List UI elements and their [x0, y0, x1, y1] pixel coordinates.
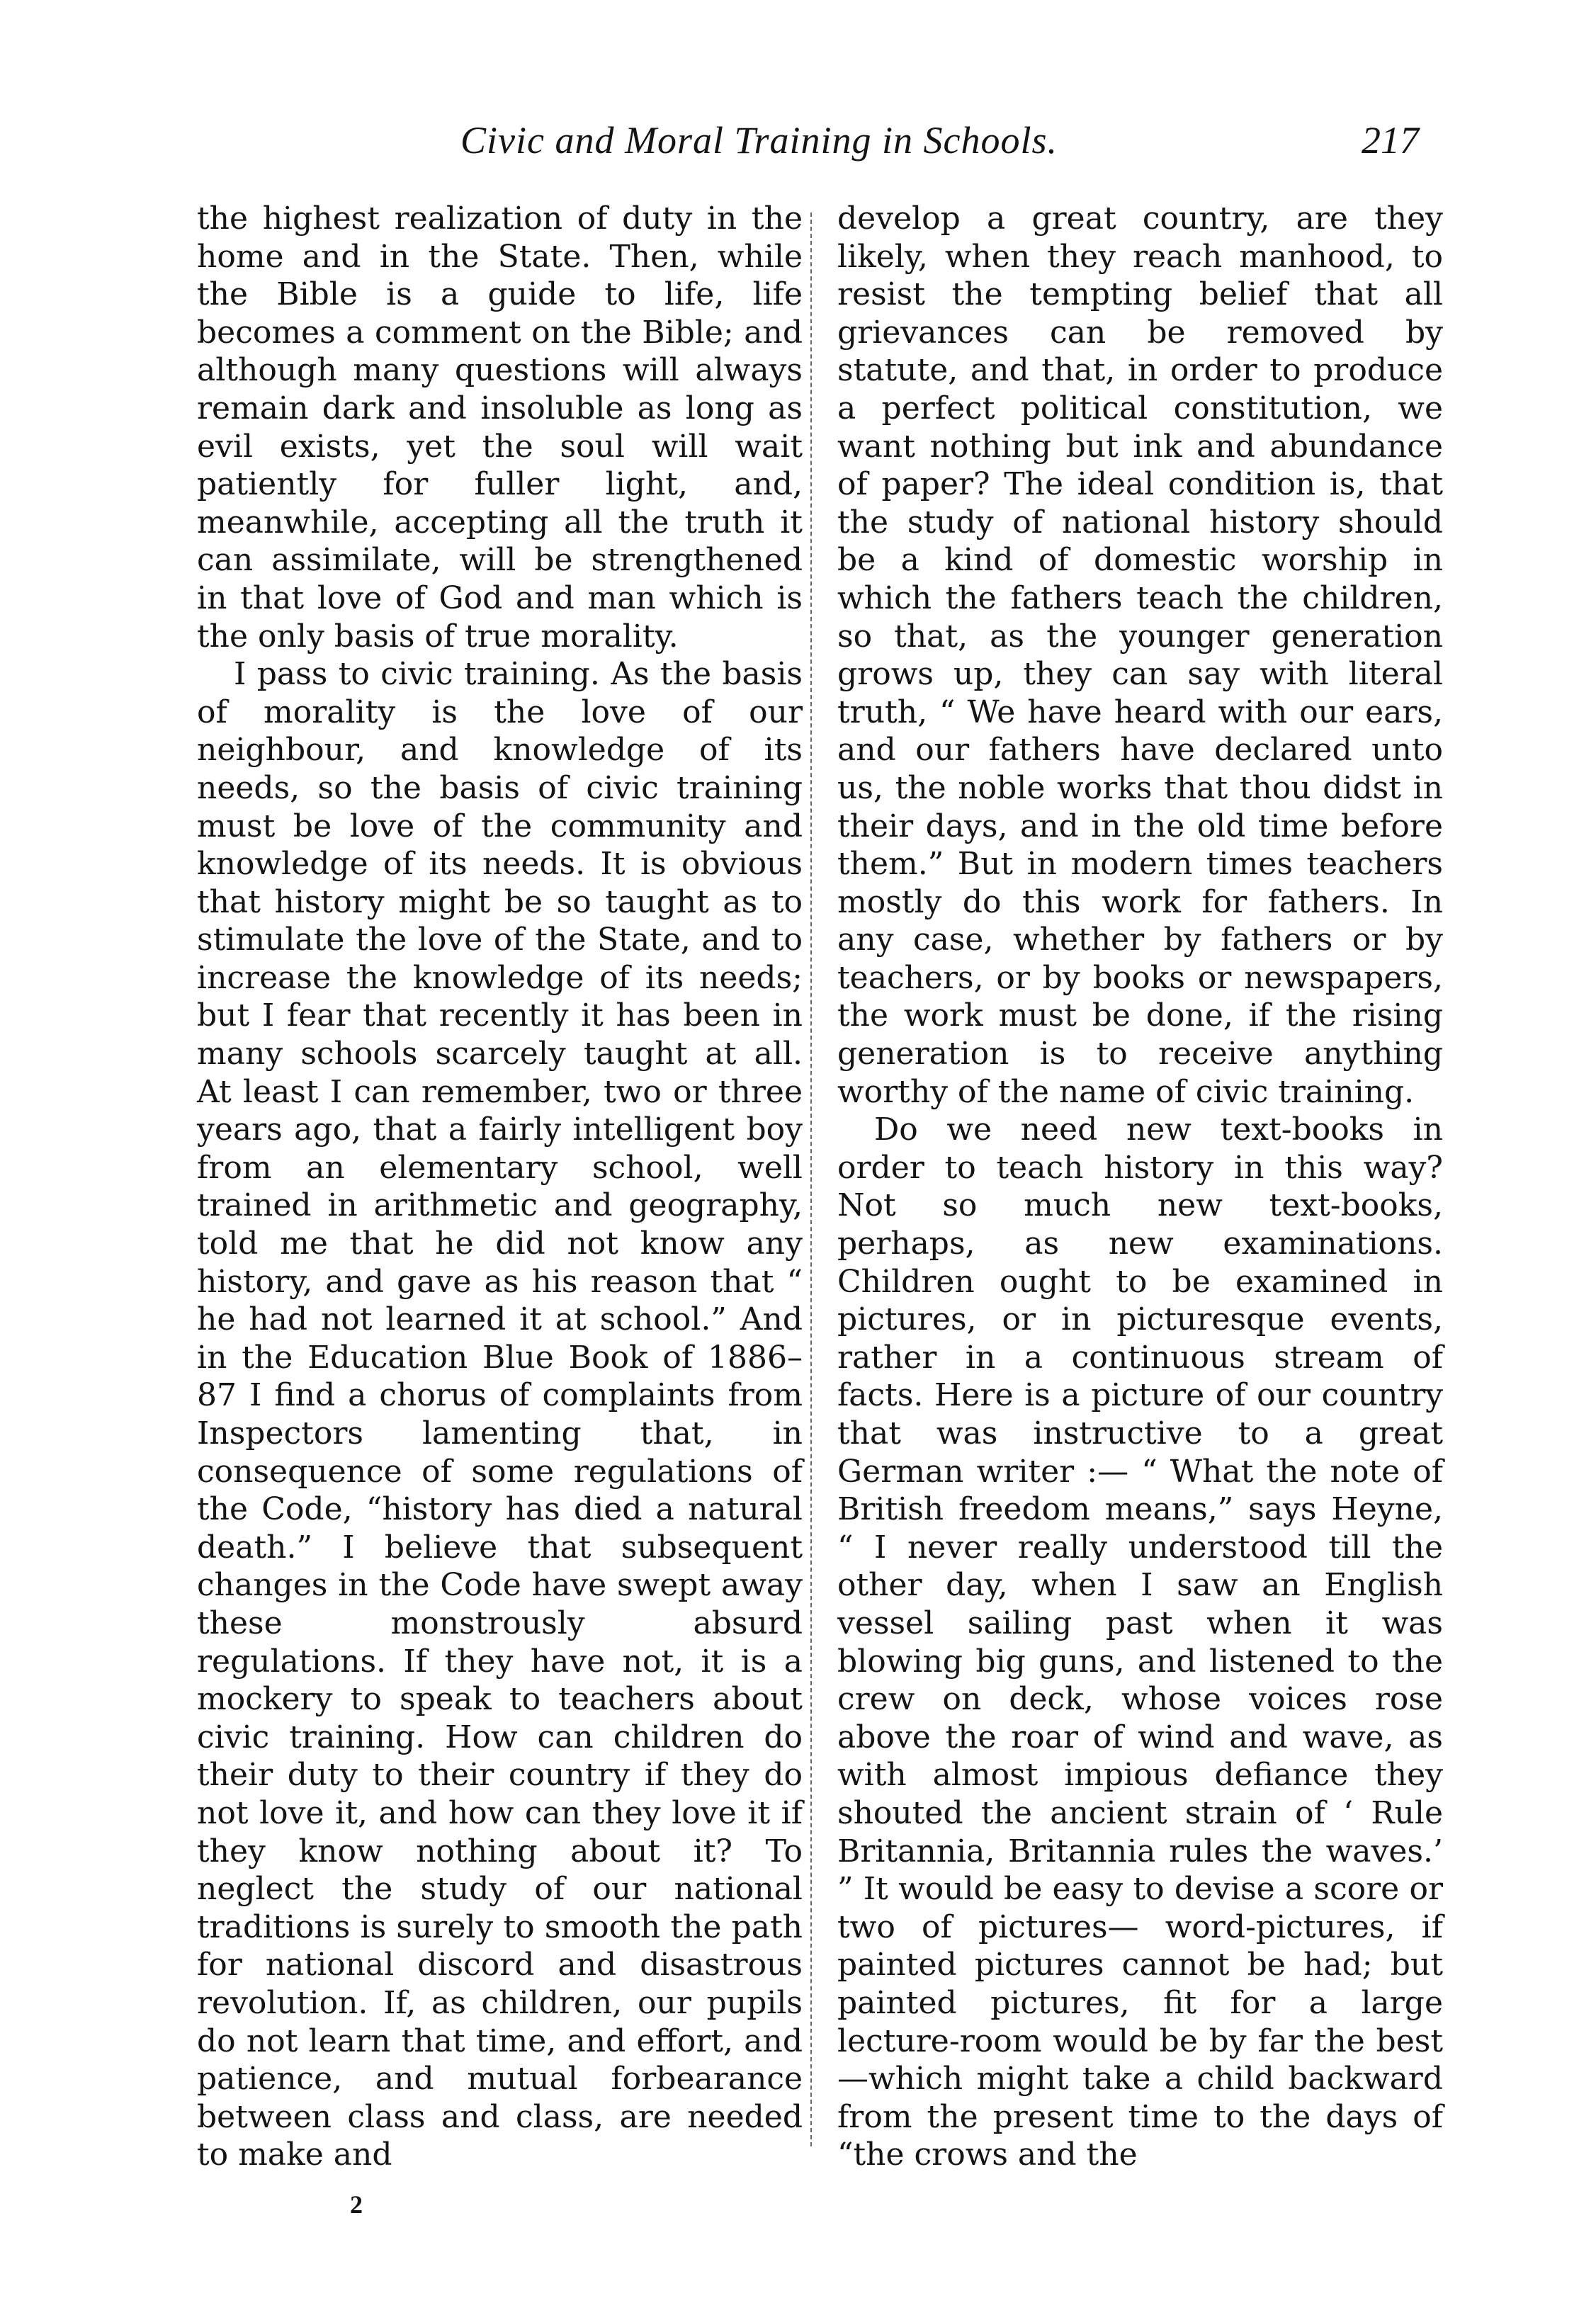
- page-header: [0, 112, 1596, 169]
- right-paragraph-1: develop a great country, are they likely, when they reach manhood, to resist the tempting belief that all grievances can be removed by statute, and that, in order to produce a perfect political constitution, we want nothing but ink and abundance of paper? The ideal condition is, that the study of national history should be a kind of domestic worship in which the fathers teach the children, so that, as the younger generation grows up, they can say with literal truth, “ We have heard with our ears, and our fathers have declared unto us, the noble works that thou didst in their days, and in the old time before them.” But in modern times teachers mostly do this work for fathers. In any case, whether by fathers or by teachers, or by books or newspapers, the work must be done, if the rising generation is to receive anything worthy of the name of civic training.: [837, 200, 1443, 1110]
- running-title: Civic and Moral Training in Schools.: [460, 119, 1058, 162]
- right-paragraph-2: Do we need new text-books in order to teach history in this way? Not so much new text-books, perhaps, as new examinations. Children ought to be examined in pictures, or in picturesque events, rather in a continuous stream of facts. Here is a picture of our country that was instructive to a great German writer :— “ What the note of British freedom means,” says Heyne, “ I never really understood till the other day, when I saw an English vessel sailing past when it was blowing big guns, and listened to the crew on deck, whose voices rose above the roar of wind and wave, as with almost impious defiance they shouted the ancient strain of ‘ Rule Britannia, Britannia rules the waves.’ ” It would be easy to devise a score or two of pictures— word-pictures, if painted pictures cannot be had; but painted pictures, fit for a large lecture-room would be by far the best—which might take a child backward from the present time to the days of “the crows and the: [837, 1111, 1443, 2173]
- left-paragraph-2: I pass to civic training. As the basis of morality is the love of our neighbour, and knowledge of its needs, so the basis of civic training must be love of the community and knowledge of its needs. It is obvious that history might be so taught as to stimulate the love of the State, and to increase the knowledge of its needs; but I fear that recently it has been in many schools scarcely taught at all. At least I can remember, two or three years ago, that a fairly intelligent boy from an elementary school, well trained in arithmetic and geography, told me that he did not know any history, and gave as his reason that “ he had not learned it at school.” And in the Education Blue Book of 1886–87 I find a chorus of complaints from Inspectors lamenting that, in consequence of some regulations of the Code, “history has died a natural death.” I believe that subsequent changes in the Code have swept away these monstrously absurd regulations. If they have not, it is a mockery to speak to teachers about civic training. How can children do their duty to their country if they do not love it, and how can they love it if they know nothing about it? To neglect the study of our national traditions is surely to smooth the path for national discord and disastrous revolution. If, as children, our pupils do not learn that time, and effort, and patience, and mutual forbearance between class and class, are needed to make and: [197, 656, 803, 2173]
- page-number: 217: [1362, 119, 1419, 162]
- column-divider: [810, 213, 812, 2146]
- left-column: [197, 200, 803, 2174]
- left-paragraph-1: the highest realization of duty in the home and in the State. Then, while the Bible is a guide to life, life becomes a comment on the Bible; and although many questions will always remain dark and insoluble as long as evil exists, yet the soul will wait patiently for fuller light, and, meanwhile, accepting all the truth it can assimilate, will be strengthened in that love of God and man which is the only basis of true morality.: [197, 200, 803, 655]
- right-column: [837, 200, 1443, 2174]
- signature-mark: 2: [350, 2190, 363, 2219]
